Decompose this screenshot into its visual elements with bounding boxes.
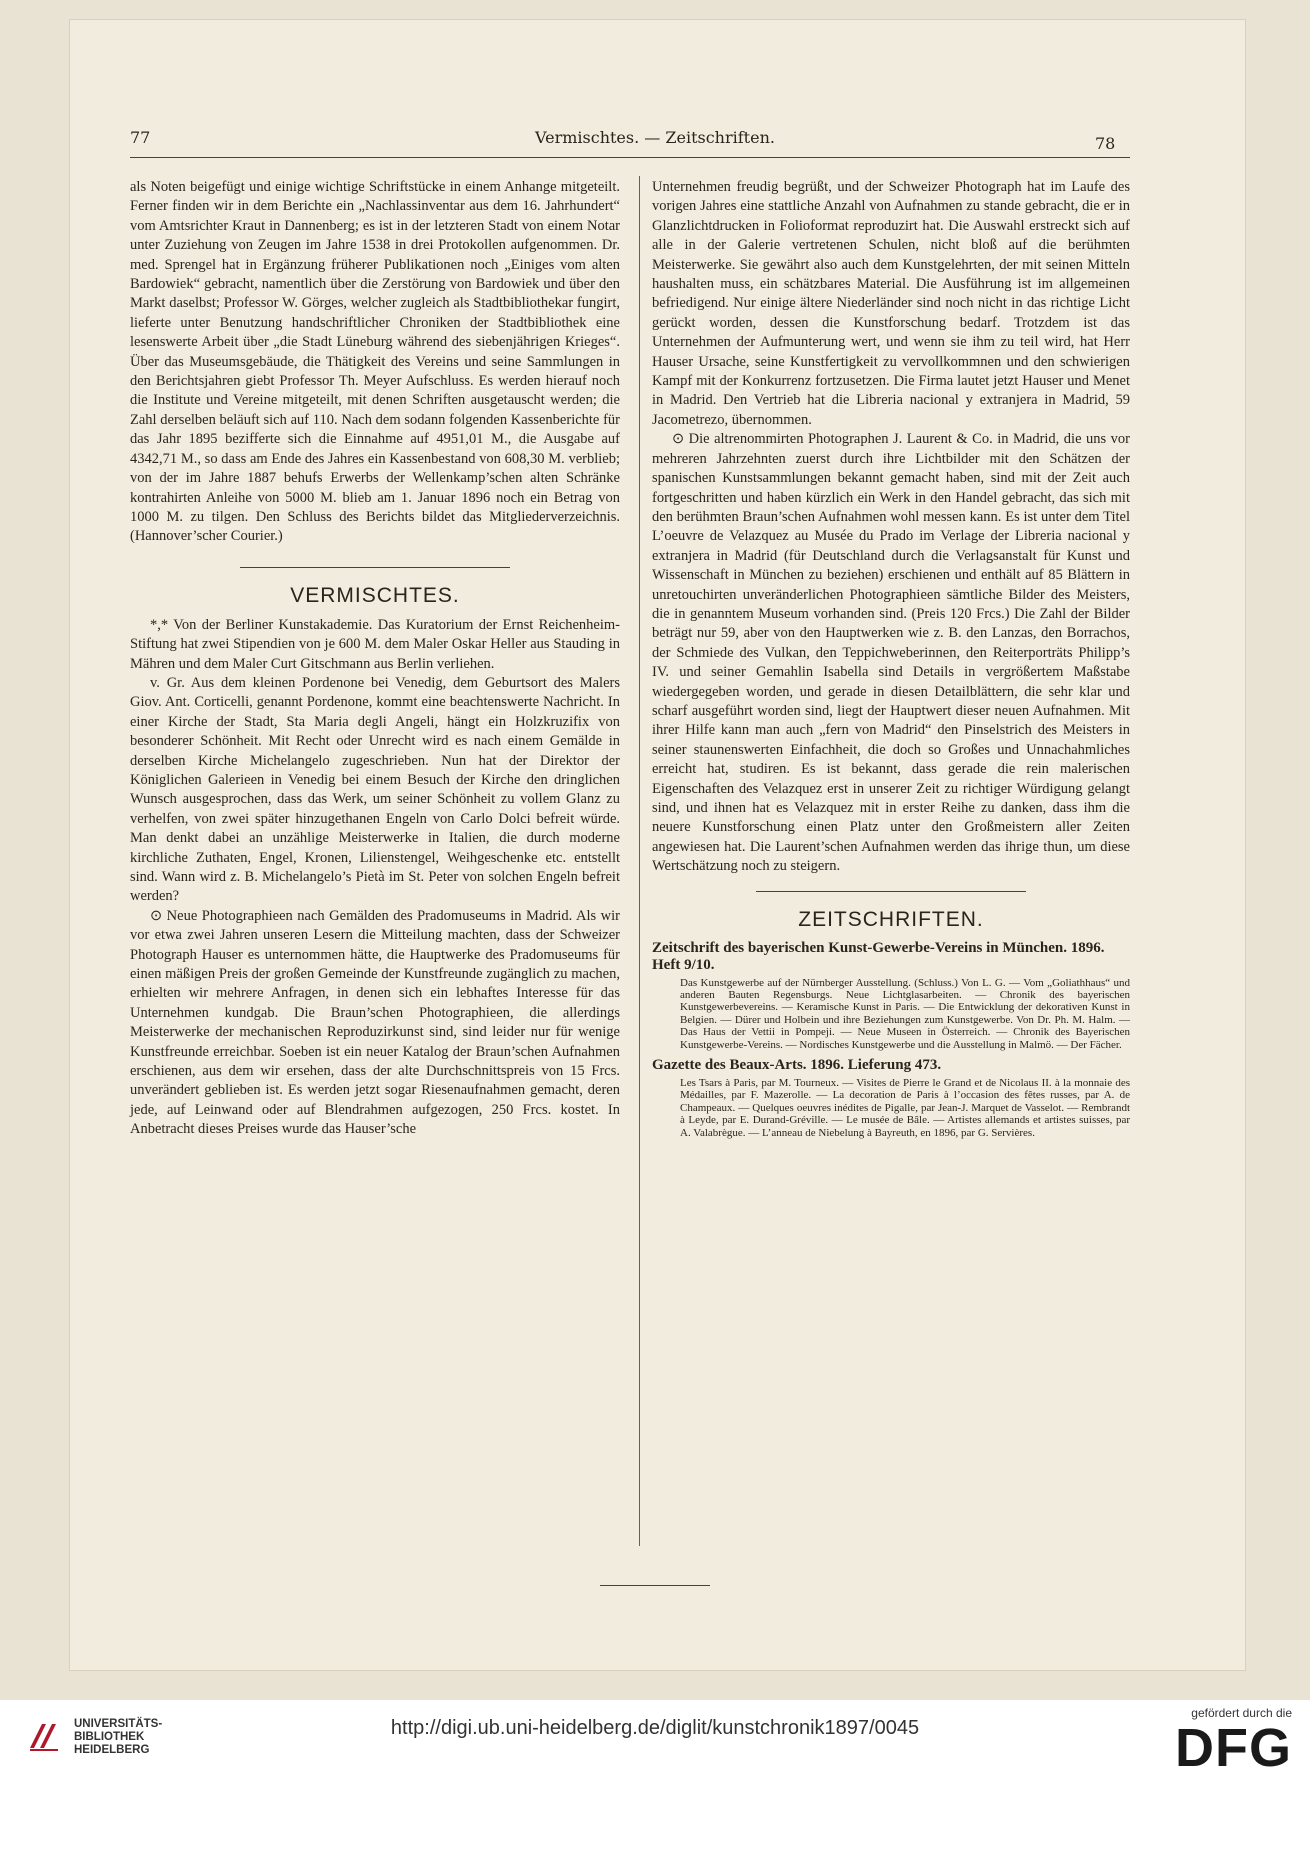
library-line: UNIVERSITÄTS- [74,1718,163,1730]
section-title-zeitschriften: ZEITSCHRIFTEN. [798,907,984,931]
paragraph: v. Gr. Aus dem kleinen Pordenone bei Venedig, dem Geburtsort des Malers Giov. Ant. Corticelli, genannt Pordenone, kommt eine beachtenswerte Nachricht. In einer Kirche der Stadt, Sta Maria degli Angeli, hängt ein Holzkruzifix von besonderer Schönheit. Mit Recht oder Unrecht wird es nach einem Gemälde in derselben Kirche Michelangelo zugeschrieben. Nun hat der Direktor der Königlichen Galerieen in Venedig bei einem Besuch der Kirche den dringlichen Wunsch ausgesprochen, dass das Werk, um seiner Schönheit zu vollem Glanz zu verhelfen, von zwei später hinzugethanen Engeln von Carlo Dolci befreit würde. Man denkt dabei an unzählige Meisterwerke in Italien, die durch moderne kirchliche Zuthaten, Engel, Kronen, Lilienstengel, Weihgeschenke etc. entstellt sind. Wann wird z. B. Michelangelo’s Pietà im St. Peter von solchen Engeln befreit werden? [130,674,620,905]
page-number-left: 77 [130,128,151,147]
section-rule [240,567,510,568]
paragraph: ⊙ Neue Photographieen nach Gemälden des Pradomuseums in Madrid. Als wir vor etwa zwei Jahren unseren Lesern die Mitteilung machten, dass der Schweizer Photograph Hauser es unternommen hätte, die Hauptwerke des Pradomuseums für einen mäßigen Preis der großen Gemeinde der Kunstfreunde zugänglich zu machen, erhielten wir mehrere Anfragen, in denen sich ein lebhaftes Interesse für das Unternehmen kundgab. Die Braun’schen Photographieen, die allerdings Meisterwerke der mechanischen Reproduzirkunst sind, sind leider nur für wenige Kunstfreunde erreichbar. Soeben ist ein neuer Katalog der Braun’schen Aufnahmen erschienen, aus dem wir ersehen, dass der alte Durchschnittspreis von 15 Frcs. unverändert geblieben ist. Es werden jetzt sogar Riesenaufnahmen gemacht, deren jede, auf Leinwand oder auf Blendrahmen aufgezogen, 250 Frcs. kostet. In Anbetracht dieses Preises wurde das Hauser’sche [130,907,620,1138]
end-rule [600,1585,710,1586]
library-line: HEIDELBERG [74,1744,150,1756]
journal-contents: Les Tsars à Paris, par M. Tourneux. — Visites de Pierre le Grand et de Nicolaus II. à la monnaie des Médailles, par F. Mazerolle. — La decoration de Paris à l’occasion des fêtes russes, par A. de Champeaux. — Quelques oeuvres inédites de Pigalle, par Jean-J. Marquet de Vasselot. — Rembrandt à Leyde, par E. Durand-Gréville. — Le musée de Bâle. — Artistes allemands et artistes suisses, par A. Valabrègue. — L’anneau de Niebelung à Bayreuth, en 1896, par G. Servières. [680,1077,1130,1139]
right-column [652,178,1130,1143]
journal-title: Zeitschrift des bayerischen Kunst-Gewerbe-Vereins in München. 1896. Heft 9/10. [652,939,1105,973]
funded-by-label: gefördert durch die [1191,1706,1292,1720]
paragraph: Unternehmen freudig begrüßt, und der Schweizer Photograph hat im Laufe des vorigen Jahres eine stattliche Anzahl von Aufnahmen zu stande gebracht, die er in Glanzlichtdrucken in Folioformat reproduzirt hat. Die Auswahl erstreckt sich auf alle in der Galerie vertretenen Schulen, nicht bloß auf die berühmten Meisterwerke. Sie gewährt also auch dem Kunstgelehrten, der mit seinen Mitteln haushalten muss, ein schätzbares Material. Die Ausführung ist im allgemeinen befriedigend. Nur einige ältere Niederländer sind noch nicht in das richtige Licht gerückt worden, dessen die Kunstforschung bedarf. Trotzdem ist das Unternehmen der Aufmunterung wert, und wenn sie ihm zu teil wird, hat Herr Hauser Ursache, seine Kunstfertigkeit zu vervollkommnen und den schwierigen Kampf mit der Konkurrenz fortzusetzen. Die Firma lautet jetzt Hauser und Menet in Madrid. Den Vertrieb hat die Libreria nacional y extranjera in Madrid, 59 Jacometrezo, übernommen. [652,179,1130,428]
source-url[interactable]: http://digi.ub.uni-heidelberg.de/diglit/kunstchronik1897/0045 [390,1717,920,1739]
paragraph: *,* Von der Berliner Kunstakademie. Das Kuratorium der Ernst Reichenheim-Stiftung hat zwei Stipendien von je 600 M. dem Maler Oskar Heller aus Stauding in Mähren und dem Maler Curt Gitschmann aus Berlin verliehen. [130,616,620,672]
library-line: BIBLIOTHEK [74,1731,145,1743]
paragraph: ⊙ Die altrenommirten Photographen J. Laurent & Co. in Madrid, die uns vor mehreren Jahrzehnten zuerst durch ihre Lichtbilder mit den Schätzen der spanischen Kunstsammlungen bekannt gemacht haben, sind mit der Zeit auch fortgeschritten und haben kürzlich ein Werk in den Handel gebracht, das sich mit den berühmten Braun’schen Aufnahmen wohl messen kann. Es ist unter dem Titel L’oeuvre de Velazquez au Musée du Prado im Verlage der Libreria nacional y extranjera in Madrid (für Deutschland durch die Verlagsanstalt für Kunst und Wissenschaft in München zu beziehen) erschienen und enthält auf 85 Blättern in unretouchirten unveränderlichen Photographieen sämtliche Bilder des Meisters, die in genanntem Museum vorhanden sind. (Preis 120 Frcs.) Die Zahl der Bilder beträgt nur 59, aber von den Hauptwerken wie z. B. den Lanzas, den Borrachos, der Schmiede des Vulkan, den Teppichweberinnen, den Reiterporträts Philipp’s IV. und seiner Gemahlin Isabella sind Details in vergrößertem Maßstabe wiedergegeben worden, und gerade in diesen Detailblättern, die sehr klar und scharf ausgeführt worden sind, liegt der Hauptwert dieser neuen Aufnahmen. Mit ihrer Hilfe kann man auch „fern von Madrid“ den Pinselstrich des Meisters in seiner staunenswerten Einfachheit, die doch so Großes und Unnachahmliches erreicht hat, studiren. Es ist bekannt, dass gerade die rein malerischen Eigenschaften des Velazquez erst in unserer Zeit zu richtiger Würdigung gelangt sind, und ihnen hat es Velazquez mit in erster Reihe zu danken, dass ihm die neuere Kunstforschung einen Platz unter den Großmeistern aller Zeiten angewiesen hat. Die Laurent’schen Aufnahmen werden das ihrige thun, um diese Wertschätzung noch zu steigern. [652,431,1130,875]
section-rule [756,891,1026,892]
dfg-logo: DFG [1175,1718,1292,1778]
left-column [130,178,620,1140]
page-number-right: 78 [1095,134,1116,153]
paragraph: als Noten beigefügt und einige wichtige Schriftstücke in einem Anhange mitgeteilt. Ferner finden wir in dem Berichte ein „Nachlassinventar aus dem 16. Jahrhundert“ vom Amtsrichter Kraut in Dannenberg; es ist in der letzteren Stadt von einem Notar unter Zuziehung von Zeugen im Jahre 1538 in drei Protokollen aufgenommen. Dr. med. Sprengel hat in Ergänzung früherer Publikationen noch „Einiges vom alten Bardowiek“ gebracht, namentlich über die Zerstörung von Bardowiek und über den Markt daselbst; Professor W. Görges, welcher zugleich als Stadtbibliothekar fungirt, lieferte unter Benutzung handschriftlicher Chroniken der Stadtbibliothek eine lesenswerte Arbeit über „die Stadt Lüneburg während des siebenjährigen Krieges“. Über das Museumsgebäude, die Thätigkeit des Vereins und seine Sammlungen in den Berichtsjahren giebt Professor Th. Meyer Aufschluss. Es werden hierauf noch die Institute und Vereine mitgeteilt, mit denen Schriften ausgetauscht werden; die Zahl derselben beläuft sich auf 110. Nach dem sodann folgenden Kassenberichte für das Jahr 1895 bezifferte sich die Einnahme auf 4951,01 M., die Ausgabe auf 4342,71 M., so dass am Ende des Jahres ein Kassenbestand von 608,30 M. verblieb; von der im Jahre 1887 behufs Erwerbs der Wellenkamp’schen alten Schränke kontrahirten Anleihe von 5000 M. blieb am 1. Januar 1896 noch ein Betrag von 1000 M. zu tilgen. Den Schluss des Berichts bildet das Mitgliederverzeichnis. (Hannover’scher Courier.) [130,179,620,545]
journal-contents: Das Kunstgewerbe auf der Nürnberger Ausstellung. (Schluss.) Von L. G. — Vom „Goliathhaus“ und anderen Bauten Regensburgs. Neue Lichtglasarbeiten. — Chronik des bayerischen Kunstgewerbevereins. — Keramische Kunst in Paris. — Die Entwicklung der dekorativen Kunst in Belgien. — Dürer und Holbein und ihre Beziehungen zum Kunstgewerbe. Von Dr. Ph. M. Halm. — Das Haus der Vettii in Pompeji. — Neue Museen in Österreich. — Chronik des Bayerischen Kunstgewerbe-Vereins. — Nordisches Kunstgewerbe und die Ausstellung in Malmö. — Der Fächer. [680,976,1130,1051]
section-title-vermischtes: VERMISCHTES. [290,583,460,607]
running-title: Vermischtes. — Zeitschriften. [535,128,775,147]
column-divider [639,176,640,1546]
journal-title: Gazette des Beaux-Arts. 1896. Lieferung 473. [652,1057,942,1074]
header-rule [130,157,1130,158]
